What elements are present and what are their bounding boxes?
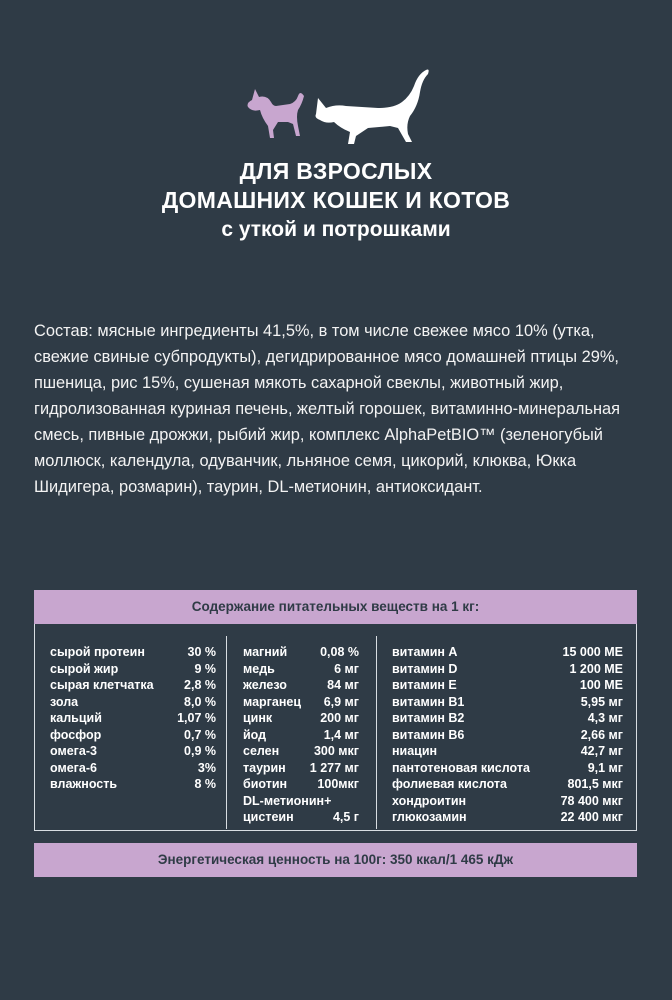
nutrient-name: таурин — [243, 760, 286, 775]
nutrient-name: марганец — [243, 694, 302, 709]
nutrient-name: фосфор — [50, 727, 102, 742]
nutrient-value: 6,9 мг — [323, 694, 359, 709]
nutrient-value: 2,66 мг — [580, 727, 623, 742]
column-divider-1 — [226, 636, 227, 829]
nutrient-row — [392, 727, 623, 743]
nutrient-row — [50, 776, 216, 792]
nutrient-row — [243, 727, 359, 743]
nutrient-row — [243, 661, 359, 677]
nutrient-name: медь — [243, 661, 275, 676]
nutrient-value: 3% — [197, 760, 216, 775]
nutrient-value: 9 % — [194, 661, 216, 676]
nutrient-name: биотин — [243, 777, 288, 791]
nutrient-value: 42,7 мг — [580, 744, 623, 758]
nutrient-row — [243, 677, 359, 693]
nutrient-name: витамин Е — [392, 678, 457, 692]
nutrient-value: 15 000 МЕ — [562, 645, 623, 659]
nutrient-row — [392, 644, 623, 660]
nutrient-name: пантотеновая кислота — [392, 760, 530, 775]
nutrient-value: 100мкг — [317, 777, 359, 791]
energy-value: Энергетическая ценность на 100г: 350 ккал/1 465 кДж — [34, 843, 637, 877]
nutrient-name: йод — [243, 727, 267, 742]
nutrient-row — [243, 694, 359, 710]
nutrient-value: 22 400 мкг — [560, 810, 623, 824]
nutrient-name: сырой протеин — [50, 645, 145, 659]
nutrient-name: цистеин — [243, 810, 294, 824]
nutrient-name: ниацин — [392, 744, 438, 758]
nutrient-name: магний — [243, 645, 288, 659]
nutrient-name: цинк — [243, 711, 273, 725]
nutrient-row — [50, 661, 216, 677]
nutrient-value: 4,3 мг — [587, 711, 623, 725]
nutrient-name: сырая клетчатка — [50, 678, 154, 692]
nutrient-value: 5,95 мг — [580, 694, 623, 709]
nutrient-value: 1,4 мг — [323, 727, 359, 742]
nutrient-name: DL-метионин+ — [243, 793, 332, 808]
nutrient-value: 0,9 % — [184, 744, 216, 758]
nutrient-row — [243, 793, 359, 809]
title-line-1: ДЛЯ ВЗРОСЛЫХ — [239, 158, 433, 184]
nutrient-value: 6 мг — [334, 661, 359, 676]
nutrient-value: 30 % — [187, 645, 216, 659]
nutrient-row — [50, 644, 216, 660]
nutrient-row — [50, 760, 216, 776]
nutrient-name: глюкозамин — [392, 810, 467, 824]
nutrient-row — [243, 809, 359, 825]
nutrient-name: витамин А — [392, 645, 458, 659]
nutrient-row — [243, 743, 359, 759]
nutrient-row — [392, 710, 623, 726]
nutrient-name: кальций — [50, 711, 102, 725]
kitten-icon — [248, 89, 305, 138]
nutrient-row — [392, 776, 623, 792]
nutrient-row — [392, 743, 623, 759]
nutrients-title: Содержание питательных веществ на 1 кг: — [34, 590, 637, 624]
nutrient-row — [392, 677, 623, 693]
nutrient-value: 1 200 МЕ — [569, 661, 623, 676]
nutrient-row — [50, 677, 216, 693]
nutrient-row — [392, 809, 623, 825]
nutrient-value: 100 МЕ — [579, 678, 623, 692]
nutrient-value: 2,8 % — [184, 678, 216, 692]
nutrient-name: омега-6 — [50, 760, 97, 775]
nutrient-name: сырой жир — [50, 661, 119, 676]
nutrient-name: витамин D — [392, 661, 458, 676]
nutrient-name: омега-3 — [50, 744, 97, 758]
nutrient-value: 1 277 мг — [309, 760, 359, 775]
nutrient-name: хондроитин — [392, 793, 467, 808]
nutrient-value: 8,0 % — [184, 694, 216, 709]
title-line-2: ДОМАШНИХ КОШЕК И КОТОВ — [161, 187, 511, 213]
nutrient-value: 300 мкг — [313, 744, 359, 758]
nutrient-row — [243, 760, 359, 776]
composition-text: Состав: мясные ингредиенты 41,5%, в том числе свежее мясо 10% (утка, свежие свиные субпродукты), дегидрированное мясо домашней птицы 29%, пшеница, рис 15%, сушеная мякоть сахарной свеклы, животный жир, гидролизованная куриная печень, желтый горошек, витаминно-минеральная смесь, пивные дрожжи, рыбий жир, комплекс AlphaPetBIO™ (зеленогубый моллюск, календула, одуванчик, льняное семя, цикорий, клюква, Юкка Шидигера, розмарин), таурин, DL-метионин, антиоксидант. — [34, 322, 621, 496]
nutrient-row — [392, 661, 623, 677]
nutrient-row — [392, 793, 623, 809]
nutrient-value: 84 мг — [327, 678, 359, 692]
nutrient-row — [392, 694, 623, 710]
nutrient-name: витамин В1 — [392, 694, 465, 709]
cat-icon — [316, 70, 429, 145]
nutrient-value: 8 % — [194, 777, 216, 791]
nutrient-value: 4,5 г — [332, 810, 359, 824]
nutrient-name: зола — [50, 694, 79, 709]
column-divider-2 — [376, 636, 377, 829]
nutrient-value: 1,07 % — [177, 711, 216, 725]
nutrient-row — [243, 710, 359, 726]
nutrient-name: фолиевая кислота — [392, 777, 507, 791]
nutrient-row — [392, 760, 623, 776]
nutrient-name: селен — [243, 744, 280, 758]
nutrient-value: 0,08 % — [320, 645, 359, 659]
nutrient-value: 78 400 мкг — [560, 793, 623, 808]
nutrient-value: 200 мг — [320, 711, 359, 725]
nutrient-row — [50, 743, 216, 759]
nutrient-row — [50, 727, 216, 743]
nutrient-value: 801,5 мкг — [567, 777, 623, 791]
nutrient-row — [50, 694, 216, 710]
nutrient-value: 0,7 % — [184, 727, 216, 742]
nutrient-name: влажность — [50, 777, 118, 791]
nutrient-name: витамин В2 — [392, 711, 465, 725]
nutrient-name: железо — [243, 678, 287, 692]
nutrient-row — [243, 644, 359, 660]
nutrient-row — [50, 710, 216, 726]
nutrient-row — [243, 776, 359, 792]
subtitle: с уткой и потрошками — [221, 218, 451, 241]
cats-logo — [238, 62, 438, 152]
nutrient-value: 9,1 мг — [587, 760, 623, 775]
nutrient-name: витамин В6 — [392, 727, 465, 742]
